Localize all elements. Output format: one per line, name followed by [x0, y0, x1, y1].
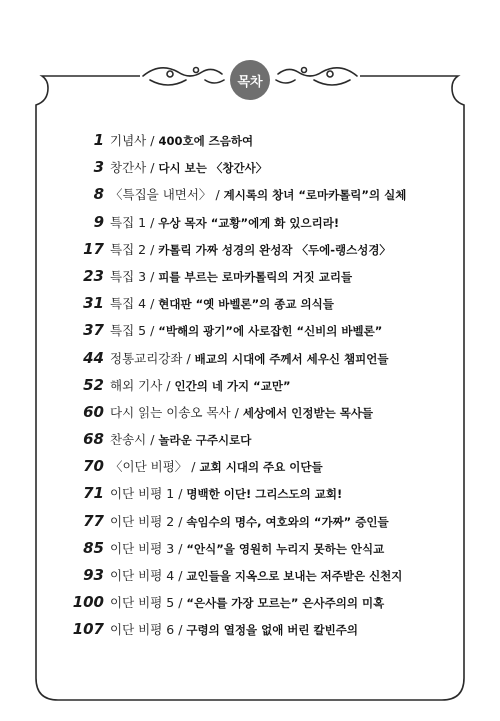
separator: /: [150, 160, 155, 176]
section-label: 정통교리강좌: [110, 350, 183, 366]
entry-title: 교회 시대의 주요 이단들: [199, 460, 323, 475]
separator: /: [150, 268, 155, 284]
section-label: 이단 비평 1: [110, 486, 175, 502]
section-label: 기념사: [110, 133, 147, 148]
toc-entry[interactable]: [60, 457, 460, 484]
section-label: 찬송시: [110, 432, 147, 448]
separator: /: [166, 377, 171, 393]
section-label: 해외 기사: [110, 377, 163, 393]
section-label: 〈이단 비평〉: [110, 459, 188, 475]
entry-title: 명백한 이단! 그리스도의 교회!: [186, 487, 343, 502]
entry-title: 구령의 열정을 없애 버린 칼빈주의: [186, 623, 358, 638]
toc-entry[interactable]: [60, 131, 460, 158]
entry-title: 400호에 즈음하여: [158, 134, 254, 148]
entry-title: “안식”을 영원히 누리지 못하는 안식교: [186, 541, 385, 556]
section-label: 이단 비평 6: [110, 622, 175, 638]
toc-entry[interactable]: [60, 294, 460, 321]
page-number: 31: [83, 294, 104, 313]
separator: /: [178, 568, 183, 583]
page-number: 1: [93, 131, 104, 149]
separator: /: [178, 513, 183, 529]
separator: /: [178, 622, 183, 638]
separator: /: [150, 214, 155, 230]
section-label: 특집 2: [110, 241, 147, 257]
page-number: 3: [93, 158, 104, 177]
toc-entry[interactable]: [60, 267, 460, 294]
toc-entry[interactable]: [60, 539, 460, 566]
toc-entry[interactable]: [60, 240, 460, 267]
separator: /: [150, 432, 155, 448]
section-label: 특집 1: [110, 214, 147, 230]
page-number: 9: [93, 212, 104, 231]
page-number: 85: [83, 538, 104, 557]
section-label: 창간사: [110, 160, 147, 176]
toc-entry[interactable]: [60, 213, 460, 240]
entry-title: 인간의 네 가지 “교만”: [174, 378, 291, 393]
entry-title: 놀라운 구주시로다: [158, 433, 252, 448]
entry-title: 교인들을 지옥으로 보내는 저주받은 신천지: [186, 569, 403, 583]
page-number: 60: [83, 402, 104, 421]
separator: /: [191, 459, 196, 475]
entry-title: 피를 부르는 로마카톨릭의 거짓 교리들: [158, 269, 353, 284]
entry-title: 현대판 “옛 바벨론”의 종교 의식들: [158, 297, 334, 312]
page-number: 93: [83, 566, 104, 584]
section-label: 이단 비평 3: [110, 540, 175, 556]
entry-title: 계시록의 창녀 “로마카톨릭”의 실체: [223, 188, 407, 203]
section-label: 특집 3: [110, 268, 147, 284]
toc-entry[interactable]: [60, 593, 460, 620]
separator: /: [215, 187, 220, 203]
page-number: 70: [83, 457, 104, 476]
page-number: 23: [83, 266, 104, 285]
page-number: 37: [83, 321, 104, 340]
entry-title: 다시 보는 〈창간사〉: [158, 161, 268, 176]
page-number: 68: [83, 430, 104, 449]
separator: /: [150, 296, 155, 312]
entry-title: “은사를 가장 모르는” 은사주의의 미혹: [186, 596, 385, 611]
page-number: 8: [93, 185, 104, 204]
separator: /: [234, 404, 239, 420]
page-number: 17: [83, 239, 104, 258]
separator: /: [178, 540, 183, 556]
separator: /: [178, 486, 183, 502]
section-label: 이단 비평 4: [110, 568, 175, 583]
toc-entry[interactable]: [60, 484, 460, 511]
toc-entry[interactable]: [60, 430, 460, 457]
toc-entry[interactable]: [60, 376, 460, 403]
toc-entry[interactable]: [60, 349, 460, 376]
page-number: 107: [72, 620, 104, 639]
entry-title: 카톨릭 가짜 성경의 완성작 〈두에-랭스성경〉: [158, 242, 391, 257]
toc-entry[interactable]: [60, 158, 460, 185]
entry-title: 우상 목자 “교황”에게 화 있으리라!: [158, 215, 340, 230]
entry-title: 세상에서 인정받는 목사들: [242, 405, 374, 420]
section-label: 이단 비평 2: [110, 513, 175, 529]
toc-entry[interactable]: [60, 403, 460, 430]
page-number: 77: [83, 511, 104, 530]
entry-title: 배교의 시대에 주께서 세우신 챔피언들: [194, 351, 389, 366]
toc-entry[interactable]: [60, 620, 460, 647]
toc-entry[interactable]: [60, 512, 460, 539]
page-number: 52: [83, 375, 104, 394]
separator: /: [150, 323, 155, 339]
section-label: 특집 4: [110, 296, 147, 312]
entry-title: 속임수의 명수, 여호와의 “가짜” 증인들: [186, 514, 389, 529]
toc-entry[interactable]: [60, 185, 460, 212]
separator: /: [178, 595, 183, 611]
entry-title: “박해의 광기”에 사로잡힌 “신비의 바벨론”: [158, 324, 383, 339]
section-label: 이단 비평 5: [110, 595, 175, 611]
separator: /: [150, 133, 155, 148]
toc-entry[interactable]: [60, 321, 460, 348]
page-number: 100: [72, 593, 104, 612]
toc-entry[interactable]: [60, 566, 460, 593]
separator: /: [150, 241, 155, 257]
separator: /: [186, 350, 191, 366]
section-label: 다시 읽는 이송오 목사: [110, 404, 231, 420]
section-label: 특집 5: [110, 323, 147, 339]
page-number: 44: [83, 348, 104, 367]
toc-title-badge: [230, 60, 270, 100]
table-of-contents: [60, 131, 460, 648]
section-label: 〈특집을 내면서〉: [110, 187, 212, 203]
toc-title: 목차: [237, 74, 263, 90]
page-number: 71: [83, 484, 104, 503]
